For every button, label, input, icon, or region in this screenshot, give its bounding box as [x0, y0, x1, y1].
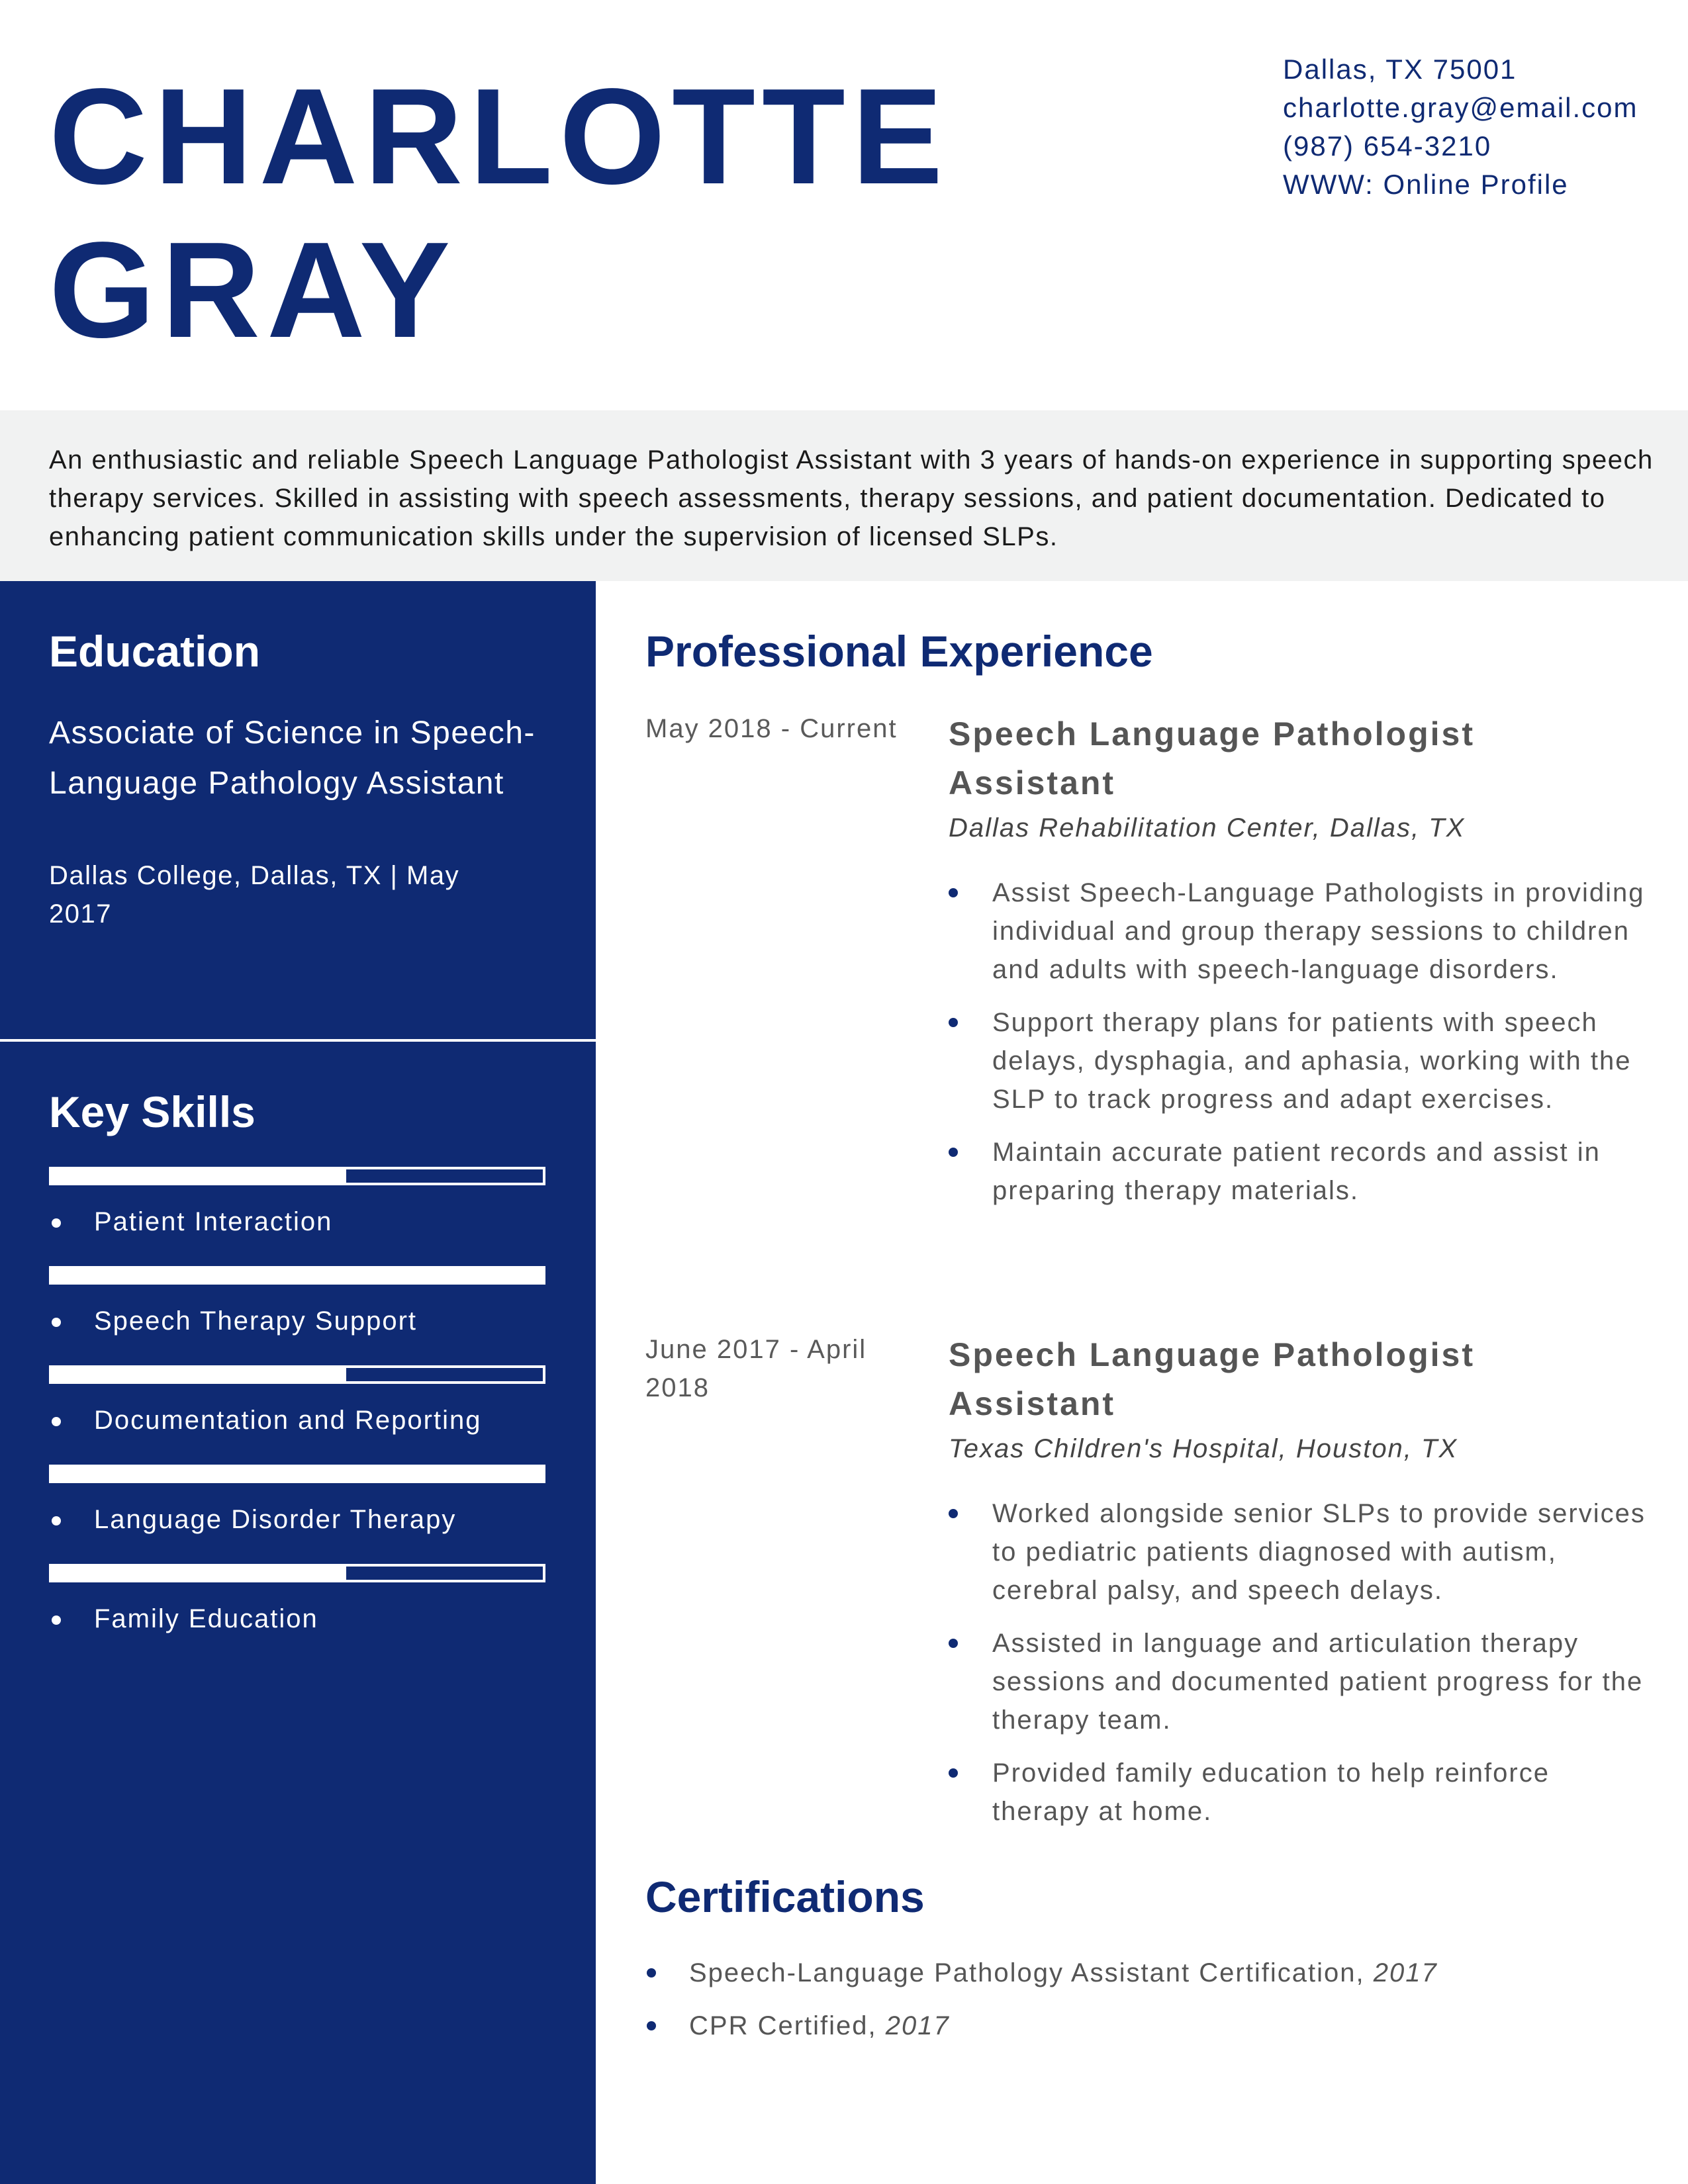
education-degree: Associate of Science in Speech-Language Pathology Assistant	[49, 715, 536, 801]
contact-email[interactable]: charlotte.gray@email.com	[1283, 92, 1638, 123]
skills-heading: Key Skills	[49, 1087, 256, 1136]
certification-year: 2017	[885, 2011, 950, 2040]
bullet-icon	[949, 1768, 958, 1778]
job-bullet-text: Provided family education to help reinforce therapy at home.	[992, 1758, 1550, 1826]
skill-level-fill	[52, 1269, 543, 1282]
skill-item	[49, 1600, 318, 1638]
contact-location: Dallas, TX 75001	[1283, 54, 1517, 85]
summary-text: An enthusiastic and reliable Speech Language Pathologist Assistant with 3 years of hands-on experience in supporting speech therapy services. Skilled in assisting with speech assessments, therapy sessions, and patient documentation. Dedicated to enhancing patient communication skills under the supervision of licensed SLPs.	[49, 445, 1654, 551]
job-bullet	[949, 1003, 1650, 1118]
bullet-icon	[52, 1318, 61, 1327]
job-bullet-text: Assisted in language and articulation therapy sessions and documented patient progress for the therapy team.	[992, 1629, 1644, 1735]
job-bullet	[949, 1133, 1650, 1210]
skill-item	[49, 1500, 456, 1539]
certification-name: CPR Certified,	[689, 2011, 877, 2040]
certification-item	[645, 2007, 1638, 2045]
job-bullet-text: Assist Speech-Language Pathologists in providing individual and group therapy sessions to children and adults with speech-language disorders.	[992, 878, 1645, 984]
skill-level-fill	[52, 1169, 346, 1183]
experience-heading: Professional Experience	[645, 627, 1153, 676]
bullet-icon	[52, 1218, 61, 1228]
bullet-icon	[949, 1639, 958, 1648]
job-title: Speech Language Pathologist Assistant	[949, 715, 1475, 801]
bullet-icon	[949, 1148, 958, 1157]
job-date: May 2018 - Current	[645, 714, 898, 743]
job-bullet	[949, 1754, 1650, 1831]
bullet-icon	[949, 888, 958, 897]
job-company: Texas Children's Hospital, Houston, TX	[949, 1434, 1458, 1463]
skill-label: Family Education	[94, 1604, 318, 1633]
job-bullets	[949, 874, 1650, 1224]
certification-item	[645, 1954, 1638, 1992]
skill-level-fill	[52, 1567, 346, 1580]
bullet-icon	[52, 1516, 61, 1525]
job-bullet	[949, 874, 1650, 989]
bullet-icon	[647, 1968, 656, 1978]
first-name: CHARLOTTE	[49, 60, 950, 212]
skill-label: Patient Interaction	[94, 1207, 333, 1236]
bullet-icon	[949, 1509, 958, 1518]
certification-year: 2017	[1373, 1958, 1438, 1987]
skill-level-fill	[52, 1467, 543, 1480]
certifications-list	[645, 1954, 1638, 2060]
skill-level-bar	[49, 1365, 545, 1384]
skill-item	[49, 1203, 332, 1241]
job-bullet-text: Worked alongside senior SLPs to provide services to pediatric patients diagnosed with autism, cerebral palsy, and speech delays.	[992, 1499, 1646, 1605]
last-name: GRAY	[49, 214, 457, 366]
job-bullet	[949, 1624, 1650, 1739]
job-date: June 2017 - April 2018	[645, 1335, 867, 1402]
bullet-icon	[949, 1018, 958, 1027]
skill-label: Speech Therapy Support	[94, 1306, 418, 1336]
skill-level-fill	[52, 1368, 346, 1381]
sidebar-divider	[0, 1039, 596, 1042]
skill-item	[49, 1401, 481, 1439]
contact-block	[1283, 50, 1654, 204]
skill-level-bar	[49, 1564, 545, 1582]
job-company: Dallas Rehabilitation Center, Dallas, TX	[949, 813, 1466, 842]
bullet-icon	[647, 2021, 656, 2030]
skill-level-bar	[49, 1266, 545, 1285]
job-bullets	[949, 1494, 1650, 1845]
contact-website[interactable]: WWW: Online Profile	[1283, 169, 1569, 200]
bullet-icon	[52, 1417, 61, 1426]
job-bullet-text: Support therapy plans for patients with speech delays, dysphagia, and aphasia, working with the SLP to track progress and adapt exercises.	[992, 1008, 1632, 1114]
job-title: Speech Language Pathologist Assistant	[949, 1336, 1475, 1422]
skill-label: Documentation and Reporting	[94, 1406, 482, 1435]
certifications-heading: Certifications	[645, 1872, 925, 1921]
skill-level-bar	[49, 1465, 545, 1483]
job-bullet-text: Maintain accurate patient records and assist in preparing therapy materials.	[992, 1138, 1601, 1205]
contact-phone[interactable]: (987) 654-3210	[1283, 130, 1492, 161]
candidate-name	[49, 60, 949, 367]
bullet-icon	[52, 1615, 61, 1625]
education-heading: Education	[49, 627, 261, 676]
job-bullet	[949, 1494, 1650, 1610]
skill-label: Language Disorder Therapy	[94, 1505, 457, 1534]
skill-item	[49, 1302, 417, 1340]
certification-name: Speech-Language Pathology Assistant Certification,	[689, 1958, 1365, 1987]
education-school: Dallas College, Dallas, TX | May 2017	[49, 861, 460, 929]
skill-level-bar	[49, 1167, 545, 1185]
